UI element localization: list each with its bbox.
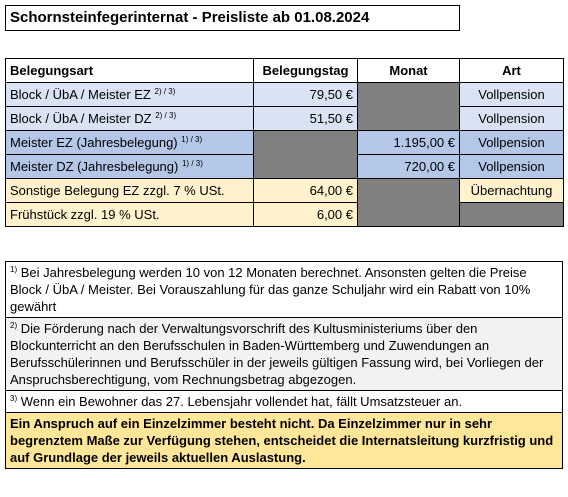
row-monat-price: 1.195,00 € bbox=[358, 131, 460, 155]
footnote-text: Wenn ein Bewohner das 27. Lebensjahr vollendet hat, fällt Umsatzsteuer an. bbox=[20, 394, 463, 409]
footnote-2 bbox=[6, 318, 562, 391]
table-row bbox=[6, 107, 564, 131]
row-monat-price: 720,00 € bbox=[358, 155, 460, 179]
empty-monat-cell bbox=[358, 179, 460, 227]
footnote-marker: 1) bbox=[10, 265, 18, 274]
row-art: Übernachtung bbox=[460, 179, 564, 203]
single-room-notice: Ein Anspruch auf ein Einzelzimmer besteht nicht. Da Einzelzimmer nur in sehr begrenztem Maße zur Verfügung stehen, entscheidet die Internatsleitung kurzfristig und auf Grundlage der jeweils aktuellen Auslastung. bbox=[6, 413, 562, 468]
row-label: Block / ÜbA / Meister EZ $^{2) / 3)}$ bbox=[6, 83, 254, 107]
empty-tag-cell bbox=[254, 131, 358, 179]
row-art: Vollpension bbox=[460, 131, 564, 155]
row-tag-price: 64,00 € bbox=[254, 179, 358, 203]
table-row bbox=[6, 179, 564, 203]
empty-art-cell bbox=[460, 203, 564, 227]
footnote-marker: 3) bbox=[10, 394, 18, 403]
row-label: Frühstück zzgl. 19 % USt. bbox=[6, 203, 254, 227]
header-art: Art bbox=[460, 59, 564, 83]
row-label: Sonstige Belegung EZ zzgl. 7 % USt. bbox=[6, 179, 254, 203]
footnote-marker: 2) bbox=[10, 321, 18, 330]
header-belegungsart: Belegungsart bbox=[6, 59, 254, 83]
footnote-text: Die Förderung nach der Verwaltungsvorschrift des Kultusministeriums über den Blockunterricht an den Berufsschulen in Baden-Württemberg und Zuwendungen an Berufsschülerinnen und Berufsschüler in der jeweils gültigen Fassung wird, bei Vorliegen der Anspruchsberechtigung, vom Rechnungsbetrag abgezogen. bbox=[10, 321, 544, 387]
table-row bbox=[6, 131, 564, 155]
price-table bbox=[5, 58, 564, 227]
row-tag-price: 79,50 € bbox=[254, 83, 358, 107]
footnote-1 bbox=[6, 262, 562, 318]
table-header-row bbox=[6, 59, 564, 83]
row-art: Vollpension bbox=[460, 107, 564, 131]
footnote-3 bbox=[6, 391, 562, 413]
empty-monat-cell bbox=[358, 83, 460, 131]
row-label: Block / ÜbA / Meister DZ $^{2) / 3)}$ bbox=[6, 107, 254, 131]
table-row bbox=[6, 83, 564, 107]
page-title: Schornsteinfegerinternat - Preisliste ab 01.08.2024 bbox=[5, 5, 460, 31]
row-tag-price: 6,00 € bbox=[254, 203, 358, 227]
row-tag-price: 51,50 € bbox=[254, 107, 358, 131]
row-label: Meister EZ (Jahresbelegung) $^{1) / 3)}$ bbox=[6, 131, 254, 155]
row-art: Vollpension bbox=[460, 83, 564, 107]
table-row bbox=[6, 203, 564, 227]
header-belegungstag: Belegungstag bbox=[254, 59, 358, 83]
footnotes bbox=[5, 261, 563, 469]
row-label: Meister DZ (Jahresbelegung) $^{1) / 3)}$ bbox=[6, 155, 254, 179]
row-art: Vollpension bbox=[460, 155, 564, 179]
footnote-text: Bei Jahresbelegung werden 10 von 12 Monaten berechnet. Ansonsten gelten die Preise Block / ÜbA / Meister. Bei Vorauszahlung für das ganze Schuljahr wird ein Rabatt von 10% gewährt bbox=[10, 265, 531, 314]
header-monat: Monat bbox=[358, 59, 460, 83]
